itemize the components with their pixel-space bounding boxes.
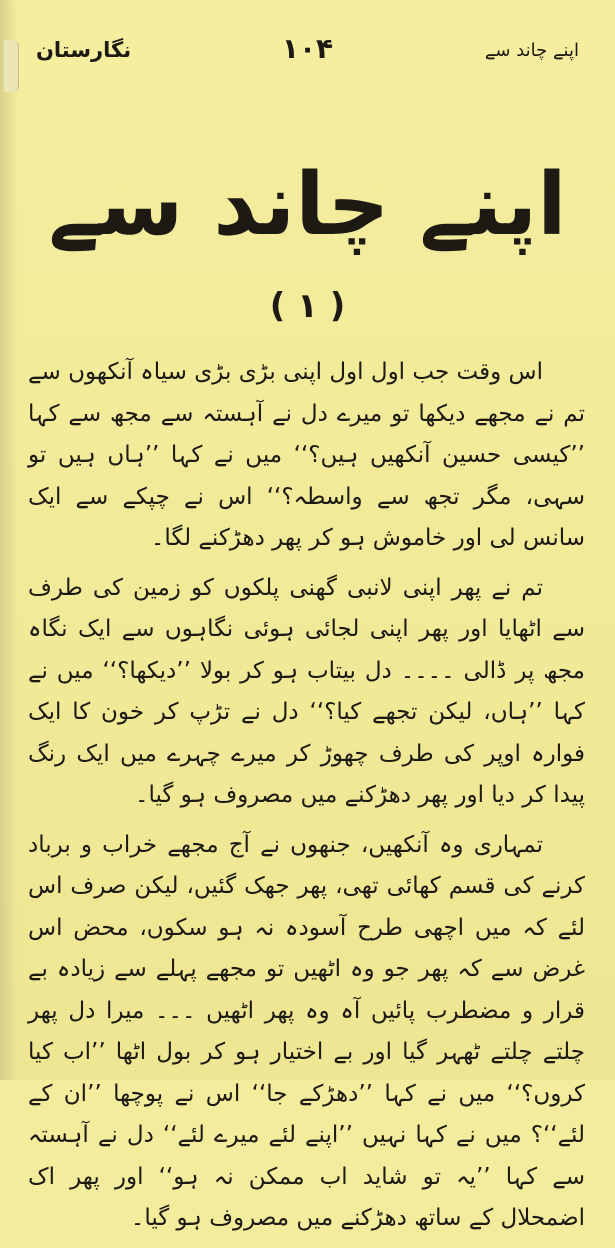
paragraph-2: تم نے پھر اپنی لانبی گھنی پلکوں کو زمین کی طرف سے اٹھایا اور پھر اپنی لجائی ہوئی نگاہوں سے ایک نگاہ مجھ پر ڈالی ۔۔۔۔ دل بیتاب ہو کر بولا ’’دیکھا؟‘‘ میں نے کہا ’’ہاں، لیکن تجھے کیا؟‘‘ دل نے تڑپ کر خون کا ایک فوارہ اوپر کی طرف چھوڑ کر میرے چہرے میں ایک رنگ پیدا کر دیا اور پھر دھڑکنے میں مصروف ہو گیا۔ bbox=[28, 574, 585, 808]
torn-corner bbox=[4, 40, 19, 92]
page-number: ۱۰۴ bbox=[281, 32, 334, 65]
running-header bbox=[24, 30, 591, 76]
chapter-title: اپنے چاند سے bbox=[48, 155, 567, 255]
paragraph-3: تمہاری وہ آنکھیں، جنھوں نے آج مجھے خراب و برباد کرنے کی قسم کھائی تھی، پھر جھک گئیں، لیکن صرف اس لئے کہ میں اچھی طرح آسودہ نہ ہو سکوں، محض اس غرض سے کہ پھر جو وہ اٹھیں تو مجھے پہلے سے زیادہ بے قرار و مضطرب پائیں آہ وہ پھر اٹھیں ۔۔۔ میرا دل پھر چلتے چلتے ٹھہر گیا اور بے اختیار ہو کر بول اٹھا ’’اب کیا کروں؟‘‘ میں نے کہا ’’دھڑکے جا‘‘ اس نے پوچھا ’’ان کے لئے‘‘؟ میں نے کہا نہیں ’’اپنے لئے میرے لئے‘‘ دل نے آہستہ سے کہا ’’یہ تو شاید اب ممکن نہ ہو‘‘ اور پھر اک اضمحلال کے ساتھ دھڑکنے میں مصروف ہو گیا۔ bbox=[28, 831, 585, 1231]
body-text bbox=[28, 352, 585, 1248]
header-book-title: نگارستان bbox=[36, 38, 132, 62]
paragraph-1: اس وقت جب اول اول اپنی بڑی بڑی سیاہ آنکھوں سے تم نے مجھے دیکھا تو میرے دل نے آہستہ سے مجھ سے کہا ’’کیسی حسین آنکھیں ہیں؟‘‘ میں نے کہا ’’ہاں ہیں تو سہی، مگر تجھ سے واسطہ؟‘‘ اس نے چپکے سے ایک سانس لی اور خاموش ہو کر پھر دھڑکنے لگا۔ bbox=[28, 359, 585, 551]
header-chapter-title: اپنے چاند سے bbox=[484, 40, 579, 61]
section-number: ( ۱ ) bbox=[269, 286, 346, 326]
